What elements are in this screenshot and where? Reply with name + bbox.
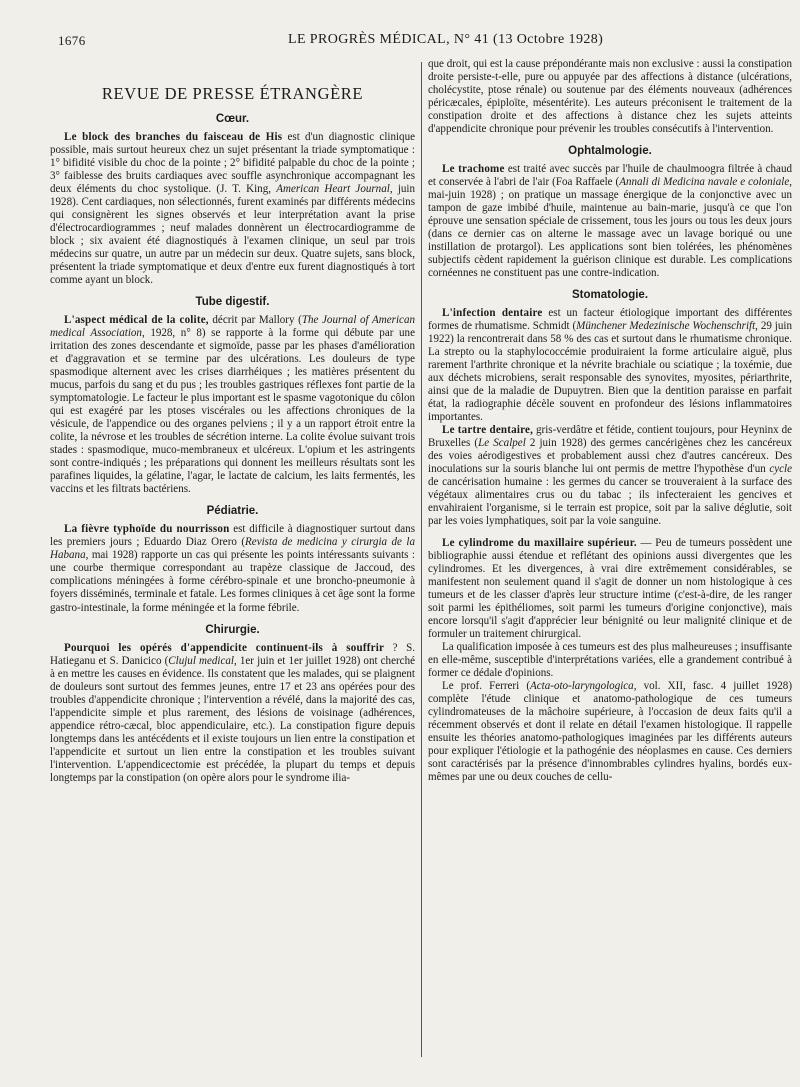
article-text: , juin 1928). Cent cardiaques, non sélectionnés, furent examinés par différents médecins qui consignèrent les signes observés et leur interprétation avant la prise d'électrocardiogrammes ; neuf malades donnèrent un électrocardiogramme de block ; six avaient été diagnostiqués à l'examen clinique, un seul par trois médecins sur quatre, un autre par un médecin sur deux. Quatre sujets, sans block, présentent la triade symptomatique et deux d'entre eux furent diagnostiqués à tort comme ayant un block. (50, 183, 415, 287)
running-title: LE PROGRÈS MÉDICAL, N° 41 (13 Octobre 1928) (288, 32, 604, 47)
left-column (50, 58, 415, 1065)
article-cylindrome-qualification: La qualification imposée à ces tumeurs est des plus malheureuses ; insuffisante en elle-même, susceptible d'interprétations variées, elle a grandement contribué à former ce dédale d'opinions. (428, 640, 792, 679)
journal-source: Annali di Medicina navale e coloniale (619, 176, 790, 189)
column-divider (421, 62, 422, 1057)
section-banner: REVUE DE PRESSE ÉTRANGÈRE (101, 84, 364, 103)
article-text: , 29 juin 1922) la rencontrerait dans 58 % des cas et surtout dans le rhumatisme chronique. La strepto ou la staphylococcémie produiraient la forme articulaire aiguë, plus rarement l'arthrite chronique et la névrite brachiale ou sciatique ; la toxémie, due aux déchets microbiens, serait responsable des synovites, myosites, périarthrite, ainsi que de la maladie de Dupuytren. Bien que la dentition paraisse en parfait état, la radiographie décèle souvent en profondeur des lésions inflammatoires importantes. (428, 320, 792, 424)
journal-source: Münchener Medezinische Wochenschrift (576, 320, 756, 333)
article-text: de cancérisation humaine : les germes du cancer se trouveraient à la surface des végétaux alimentaires crus ou du tabac ; ils infecteraient les gencives et envahiraient l'organisme, si le terrain est propice, soit par la salive déglutie, soit par les voies lymphatiques, soit par la voie sanguine. (428, 476, 792, 528)
journal-source: Revista de medicina y cirurgia de la Habana (50, 536, 415, 562)
heading-coeur: Cœur. (215, 113, 250, 125)
article-trachome (428, 163, 792, 280)
article-lead: Le tartre dentaire, (442, 424, 534, 437)
heading-tube-digestif: Tube digestif. (195, 296, 270, 309)
article-appendicite (50, 642, 415, 785)
italic-term: cycle (769, 463, 792, 476)
article-coeur (50, 131, 415, 287)
journal-source: Acta-oto-laryngologica (530, 679, 634, 692)
article-lead: Pourquoi les opérés d'appendicite continuent-ils à souffrir (64, 641, 385, 654)
article-colite (50, 314, 415, 496)
article-text: , 1928, n° 8) se rapporte à la forme qui débute par une irritation des zones descendante et sigmoïde, passe par les phases d'amélioration et d'aggravation et se termine par des ulcérations. Les douleurs de type spasmodique alternent avec les crises diarrhéiques ; les matières présentent du mucus, parfois du sang et du pus ; les troubles gastriques réflexes font partie de la symptomatologie. Le facteur le plus important est le spasme vagotonique du côlon qui est exagéré par les ptoses viscérales ou les affections chroniques de la vésicule, de l'appendice ou des organes pelviens ; il y a un rapport étroit entre la colite, la névrose et les troubles de sécrétion interne. La colite évolue suivant trois stades : spasmodique, muco-membraneux et ulcéreux. L'opium et les astringents sont contre-indiqués ; les préparations qui donnent les meilleurs résultats sont les parafines liquides, la gélatine, l'agar, le lactate de calcium, les laits fermentés, les vaccins et les filtrats bactériens. (50, 327, 415, 496)
article-text: , mai 1928) rapporte un cas qui présente les points intéressants suivants : une courbe thermique correspondant au trapèze classique de Jaccoud, des complications méningées à forme cérébro-spinale et une broncho-pneumonie à foyers disséminés, terminale et fatale. Les formes cliniques à cet âge sont la forme gastro-intestinale, la forme méningée et la forme fébrile. (50, 549, 415, 614)
journal-source: American Heart Journal (276, 183, 390, 196)
page-number: 1676 (58, 33, 86, 48)
article-appendicite-continued: que droit, qui est la cause prépondérante mais non exclusive : aussi la constipation droite persiste-t-elle, pure ou appuyée par des affections à distance (ulcérations, cholécystite, ptose rénale) ou soutenue par des éléments nouveaux (adhérences péricæcales, épiploïte, mésentérite). Les auteurs préconisent le traitement de la constipation droite et des affections à distance chez les sujets atteints d'appendicite chronique pour prévenir les troubles consécutifs à l'intervention. (428, 58, 792, 136)
article-text: , mai-juin 1928) ; on pratique un massage énergique de la conjonctive avec un tampon de gaze imbibé d'huile, maintenue au bain-marie, jusqu'à ce que l'on éprouve une sensation spéciale de crissement, tous les jours ou tous les deux jours (dans ce dernier cas on alterne le massage avec un lavage boriqué ou une instillation de protargol). Les applications sont bien tolérées, les phénomènes subjectifs cèdent rapidement la guérison clinique est durable. Les complications cornéennes ne constituent pas une contre-indication. (428, 176, 792, 280)
right-column (428, 58, 792, 1065)
article-cylindrome-ferreri (428, 680, 792, 784)
page-header (58, 30, 780, 52)
article-text: décrit par Mallory ( (208, 314, 302, 327)
article-text: , vol. XII, fasc. 4 juillet 1928) complète l'étude clinique et anatomo-pathologique de ces tumeurs cylindromateuses de la mâchoire supérieure, à l'occasion de deux faits qu'il a récemment observés et dont il relate en détail l'examen histologique. Il rappelle ensuite les théories anatomo-pathologiques imaginées par les différents auteurs pour expliquer l'étiologie et la pathogénie des néoplasmes en cause. Ces derniers sont caractérisés par la présence d'innombrables cylindres hyalins, bordés eux-mêmes par une ou deux couches de cellu- (428, 679, 792, 783)
article-lead: L'infection dentaire (442, 307, 543, 320)
article-tartre-dentaire (428, 424, 792, 528)
article-text: — Peu de tumeurs possèdent une bibliographie aussi étendue et reflétant des opinions aussi divergentes que les cylindromes. Et les divergences, à vrai dire extrêmement considérables, se manifestent non seulement quand il s'agit de donner un nom histologique à ces tumeurs et de les classer d'après leur structure intime (c'est-à-dire, de les ranger soit parmi les épithéliomes, soit parmi les tumeurs d'origine conjonctive), mais encore lorsqu'il s'agit d'apprécier leur bénignité ou leur malignité clinique et de formuler un traitement chirurgical. (428, 536, 792, 640)
article-text: gris-verdâtre et fétide, contient toujours, pour Heyninx de Bruxelles ( (428, 424, 792, 450)
article-text: est un facteur étiologique important des différentes formes de rhumatisme. Schmidt ( (428, 307, 792, 333)
heading-chirurgie: Chirurgie. (205, 623, 260, 636)
article-lead: Le trachome (442, 163, 505, 176)
heading-stomatologie: Stomatologie. (571, 289, 649, 302)
article-text: est difficile à diagnostiquer surtout dans les premiers jours ; Eduardo Diaz Orero ( (50, 523, 415, 549)
article-cylindrome (428, 537, 792, 641)
article-typhoide (50, 523, 415, 614)
journal-source: Clujul medical (168, 654, 234, 667)
article-infection-dentaire (428, 307, 792, 424)
heading-ophtalmologie: Ophtalmologie. (568, 145, 652, 158)
article-text: ? S. Hatieganu et S. Danicico ( (50, 641, 415, 667)
article-text: Le prof. Ferreri ( (442, 679, 531, 692)
article-text: est traité avec succès par l'huile de chaulmoogra filtrée à chaud et conservée à l'abri de l'air (Foa Raffaele ( (428, 163, 792, 189)
article-lead: Le cylindrome du maxillaire supérieur. (442, 536, 637, 549)
article-lead: Le block des branches du faisceau de His (64, 131, 283, 143)
journal-source: The Journal of American medical Association (50, 314, 415, 340)
article-text: , 1er juin et 1er juillet 1928) ont cherché à en mettre les causes en évidence. Ils constatent que les malades, qui se plaignent de douleurs sont surtout des femmes jeunes, entre 17 et 23 ans opérées pour des troubles d'appendicite chronique ; l'intervention a révélé, dans la majorité des cas, l'appendicite simple et plus rarement, des lésions de voisinage (adhérences, appendice rétro-cæcal, bloc appendiculaire, etc.). La constipation figure depuis longtemps dans les antécédents et il existe toujours un lien entre la constipation et l'appendicite et surtout un lien entre la constipation et les troubles suivant l'intervention. L'appendicectomie est précédée, la plupart du temps et depuis longtemps par la constipation (on opère alors pour le syndrome ilia- (50, 654, 415, 784)
heading-pediatrie: Pédiatrie. (206, 505, 259, 518)
article-lead: La fièvre typhoïde du nourrisson (64, 523, 230, 536)
article-text: est d'un diagnostic clinique possible, mais surtout heureux chez un sujet présentant la triade symptomatique : 1° bifidité visible du choc de la pointe ; 2° bifidité palpable du choc de la pointe ; 3° faiblesse des bruits cardiaques avec souffle asynchronique accompagnant les deux éléments du choc systolique. (J. T. King, (50, 131, 415, 196)
article-text: 2 juin 1928) des germes cancérigènes chez les cancéreux des voies aérodigestives et probablement aussi chez d'autres cancéreux. Des inoculations sur la souris blanche lui ont permis de mettre l'hypothèse d'un (428, 437, 792, 476)
journal-source: Le Scalpel (478, 437, 526, 450)
article-lead: L'aspect médical de la colite, (64, 314, 209, 327)
